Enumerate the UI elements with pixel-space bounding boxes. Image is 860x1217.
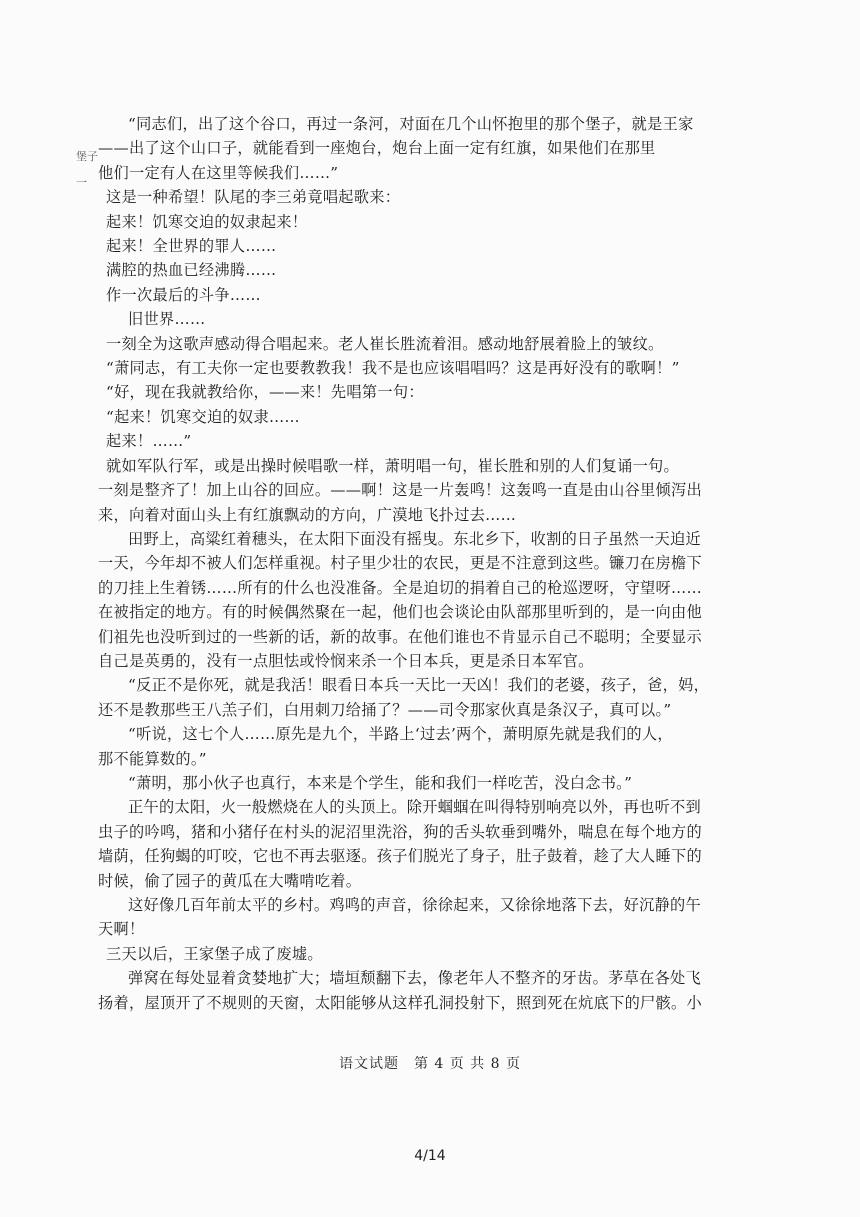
text-line: 田野上，高粱红着穗头，在太阳下面没有摇曳。东北乡下，收割的日子虽然一天迫近 <box>128 529 702 548</box>
text-line: 天啊！ <box>98 920 145 939</box>
text-line: “萧同志，有工夫你一定也要教教我！我不是也应该唱唱吗？这是再好没有的歌啊！” <box>106 359 680 378</box>
text-line: 正午的太阳，火一般燃烧在人的头顶上。除开蝈蝈在叫得特别响亮以外，再也听不到 <box>128 798 702 817</box>
text-line: “反正不是你死，就是我活！眼看日本兵一天比一天凶！我们的老婆，孩子，爸，妈， <box>128 676 710 695</box>
text-line: 们祖先也没听到过的一些新的话，新的故事。在他们谁也不肯显示自己不聪明；全要显示 <box>98 627 703 646</box>
text-line: 一刻全为这歌声感动得合唱起来。老人崔长胜流着泪。感动地舒展着脸上的皱纹。 <box>106 334 664 353</box>
text-line: 起来！……” <box>106 432 192 451</box>
text-line: 的刀挂上生着锈……所有的什么也没准备。全是迫切的捐着自己的枪巡逻呀，守望呀…… <box>98 578 703 597</box>
text-line: 虫子的吟鸣，猪和小猪仔在村头的泥沼里洗浴，狗的舌头软垂到嘴外，喘息在每个地方的 <box>98 822 703 841</box>
text-line: 自己是英勇的，没有一点胆怯或怜悯来杀一个日本兵，更是杀日本军官。 <box>98 651 594 670</box>
text-line: “起来！饥寒交迫的奴隶…… <box>106 407 300 426</box>
text-line: 在被指定的地方。有的时候偶然聚在一起，他们也会谈论由队部那里听到的，是一向由他 <box>98 603 703 622</box>
text-line: 他们一定有人在这里等候我们……” <box>98 163 339 182</box>
page-indicator: 4/14 <box>414 1148 446 1164</box>
margin-handwriting-dash: 一 <box>76 176 87 189</box>
text-line: 三天以后，王家堡子成了废墟。 <box>106 944 323 963</box>
text-line: “萧明，那小伙子也真行，本来是个学生，能和我们一样吃苦，没白念书。” <box>128 773 633 792</box>
text-line: ——出了这个山口子，就能看到一座炮台，炮台上面一定有红旗，如果他们在那里 <box>98 139 656 158</box>
song-line: 旧世界…… <box>128 310 206 329</box>
text-line: “同志们，出了这个谷口，再过一条河，对面在几个山怀抱里的那个堡子，就是王家 <box>128 115 694 133</box>
text-line: 一刻是整齐了！加上山谷的回应。——啊！这是一片轰鸣！这轰鸣一直是由山谷里倾泻出 <box>98 481 703 500</box>
text-line: 这好像几百年前太平的乡村。鸡鸣的声音，徐徐起来，又徐徐地落下去，好沉静的午 <box>128 896 702 914</box>
song-line: 满腔的热血已经沸腾…… <box>106 261 277 280</box>
text-line: 就如军队行军，或是出操时候唱歌一样，萧明唱一句，崔长胜和别的人们复诵一句。 <box>106 456 680 475</box>
margin-handwriting-note: 堡子 <box>76 150 98 163</box>
song-line: 起来！饥寒交迫的奴隶起来！ <box>106 212 308 231</box>
text-line: 那不能算数的。” <box>98 749 207 768</box>
text-line: 墙荫，任狗蝎的叮咬，它也不再去驱逐。孩子们脱光了身子，肚子鼓着，趁了大人睡下的 <box>98 847 703 866</box>
text-line: 一天，今年却不被人们怎样重视。村子里少壮的农民，更是不注意到这些。镰刀在房檐下 <box>98 554 703 573</box>
text-line: 来，向着对面山头上有红旗飘动的方向，广漠地飞扑过去…… <box>98 505 517 524</box>
text-line: 弹窝在每处显着贪婪地扩大；墙垣颓翻下去，像老年人不整齐的牙齿。茅草在各处飞 <box>128 969 702 988</box>
text-line: “听说，这七个人……原先是九个，半路上‘过去’两个，萧明原先就是我们的人， <box>128 725 673 744</box>
song-line: 起来！全世界的罪人…… <box>106 237 277 256</box>
text-line: 还不是教那些王八羔子们，白用刺刀给捅了？——司令那家伙真是条汉子，真可以。” <box>98 700 672 719</box>
text-line: 扬着，屋顶开了不规则的天窗，太阳能够从这样孔洞投射下，照到死在炕底下的尸骸。小 <box>98 993 703 1012</box>
text-line: 时候，偷了园子的黄瓜在大嘴啃吃着。 <box>98 871 362 890</box>
passage-text <box>98 112 718 1015</box>
page-footer: 语文试题 第 4 页 共 8 页 <box>338 1056 522 1072</box>
text-line: 这是一种希望！队尾的李三弟竟唱起歌来： <box>106 188 401 207</box>
text-line: “好，现在我就教给你，——来！先唱第一句： <box>106 383 424 402</box>
song-line: 作一次最后的斗争…… <box>106 285 261 304</box>
